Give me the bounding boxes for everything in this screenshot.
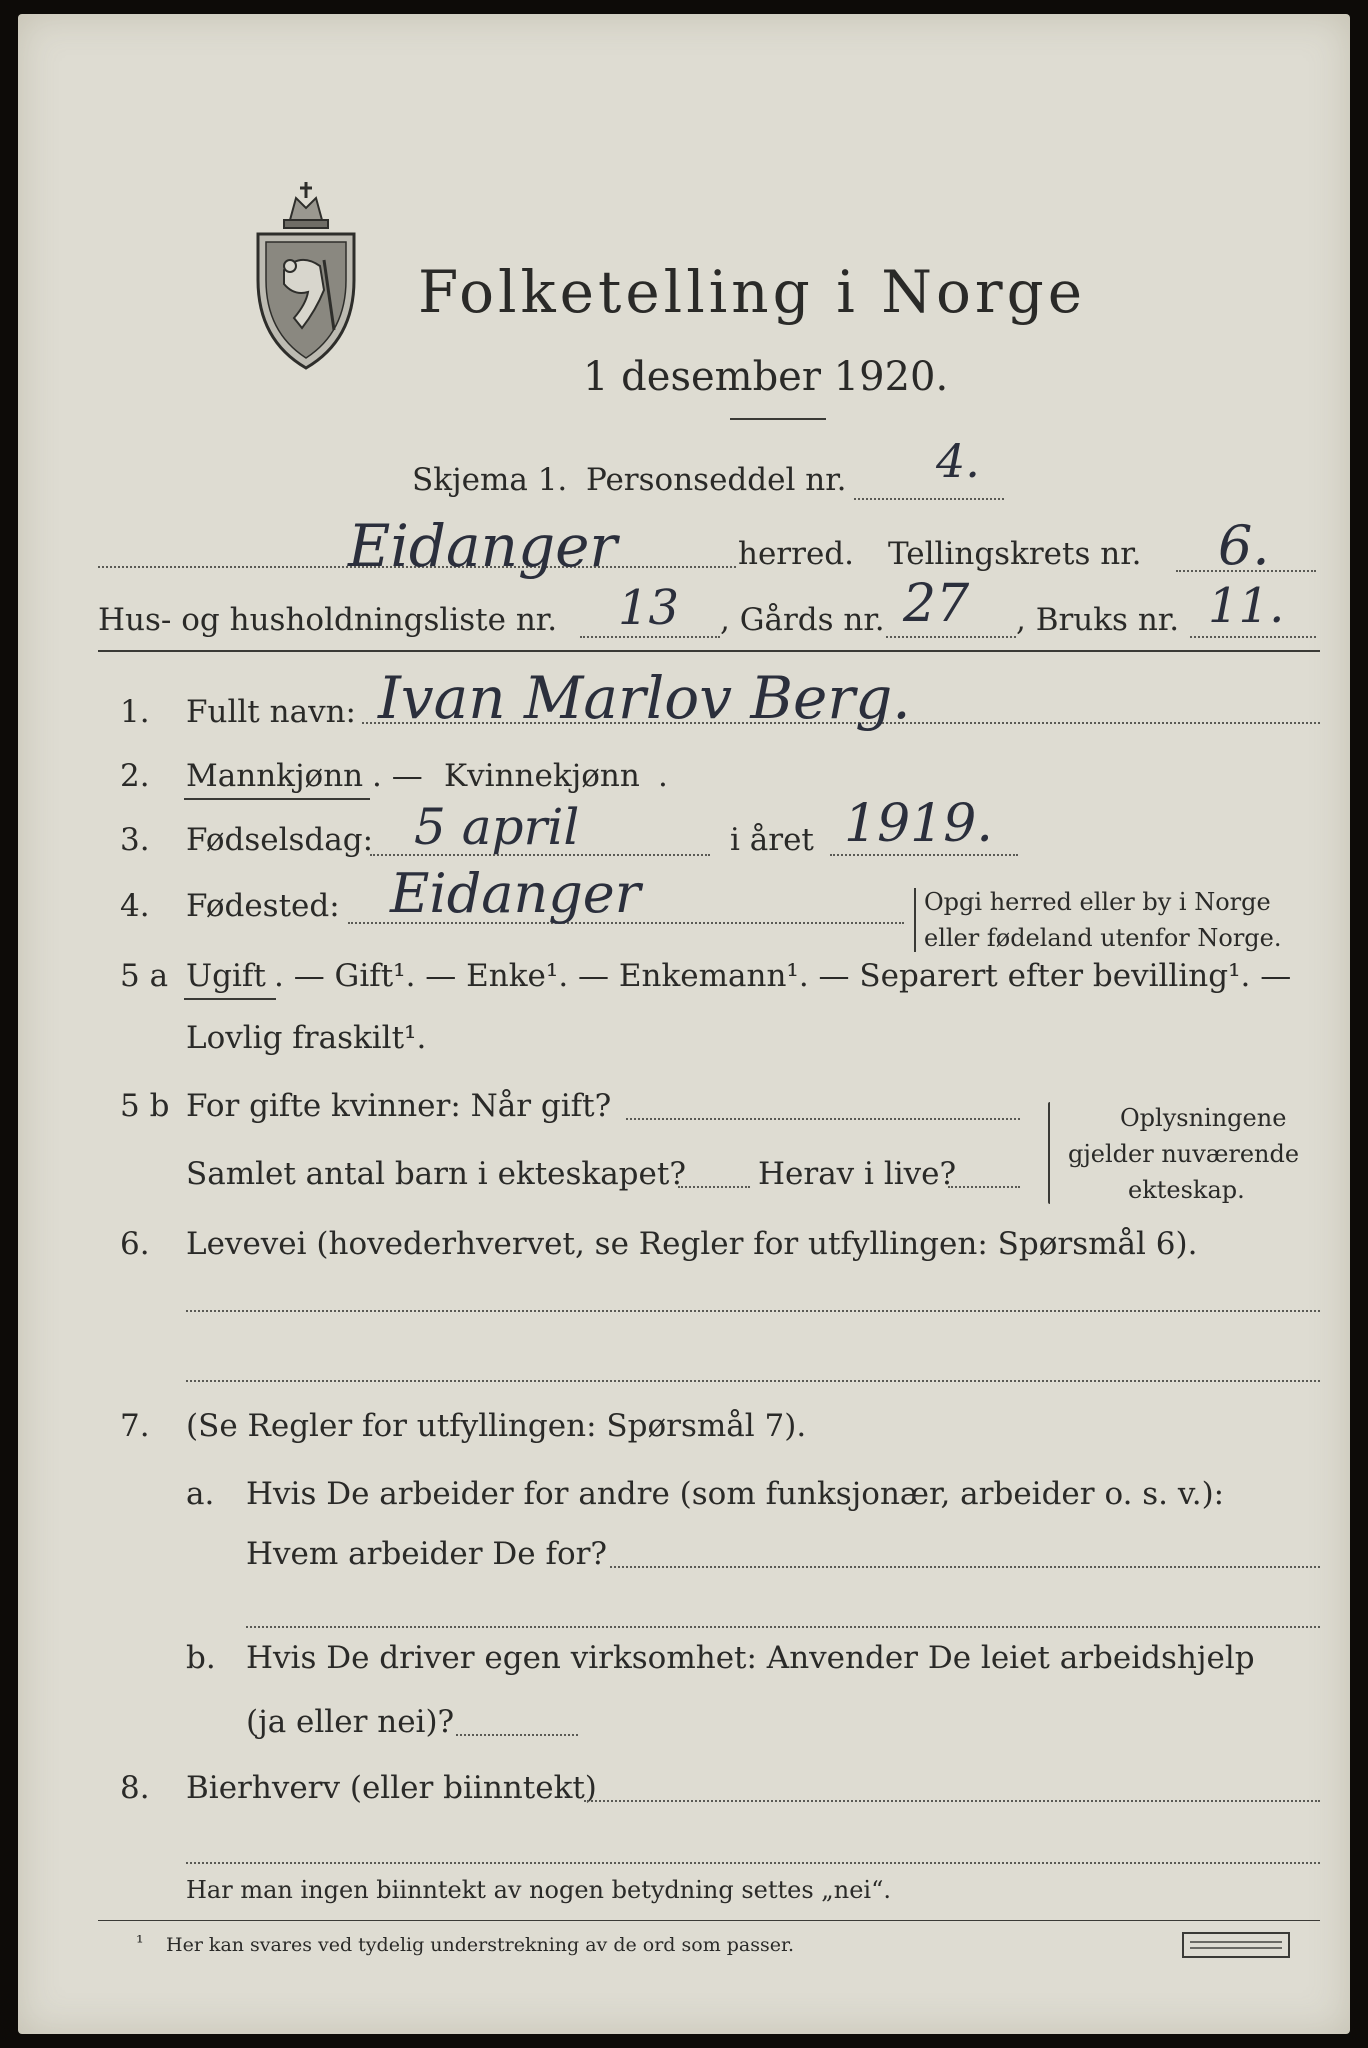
bruks-label: , Bruks nr.	[1016, 602, 1180, 638]
side-income-note: Har man ingen biinntekt av nogen betydning settes „nei“.	[186, 1876, 891, 1904]
personseddel-label: Personseddel nr.	[586, 462, 847, 498]
skjema-label: Skjema 1.	[412, 462, 568, 498]
birthplace-note-1: Opgi herred eller by i Norge	[924, 888, 1271, 916]
q7-label: (Se Regler for utfyllingen: Spørsmål 7).	[186, 1408, 807, 1444]
q4-number: 4.	[120, 888, 150, 924]
q7b-yes-no-label: (ja eller nei)?	[246, 1704, 455, 1740]
census-date: 1 desember 1920.	[583, 354, 949, 400]
q6-number: 6.	[120, 1226, 150, 1262]
side-income-label: Bierhverv (eller biinntekt)	[186, 1770, 597, 1806]
birthplace-note-2: eller fødeland utenfor Norge.	[924, 924, 1282, 952]
gards-label: , Gårds nr.	[720, 602, 885, 638]
census-form-page: Folketelling i Norge 1 desember 1920. Skjema 1. Personseddel nr. 4. Eidanger herred. Tellingskrets nr. 6. Hus- og husholdningsliste nr. 13 , Gårds nr. 27 , Bruks nr. 11. 1. Fullt navn: Ivan Marlov Berg. 2. Mannkjønn . — Kvinnekjønn . 3. Fødselsdag: 5 april i året 1919. 4. Fødested: Eidanger Opgi herred eller by i Norge eller fødeland utenfor Norge. 5 a Ugift . — Gift¹. — Enke¹. — Enkemann¹. — Separert efter bevilling¹. — Lovlig fraskilt¹. 5 b For gifte kvinner: Når gift? Samlet antal barn i ekteskapet? Herav i live? Oplysningene gjelder nuværende ekteskap. 6. Levevei (hovederhvervet, se Regler for utfyllingen: Spørsmål 6). 7. (Se Regler for utfyllingen: Spørsmål 7). a. Hvis De arbeider for andre (som funksjonær, arbeider o. s. v.): Hvem arbeider De for? b. Hvis De driver egen virksomhet: Anvender De leiet arbeidshjelp (ja eller nei)? 8. Bierhverv (eller biinntekt) Har man ingen biinntekt av nogen betydning settes „nei“. ¹ Her kan svares ved tydelig understrekning av de ord som passer.	[18, 14, 1350, 2034]
personseddel-value: 4.	[936, 434, 980, 488]
birth-year-value: 1919.	[844, 794, 993, 854]
status-unmarried: Ugift	[186, 958, 266, 994]
husliste-value: 13	[618, 580, 680, 636]
footnote-text: Her kan svares ved tydelig understrekning av de ord som passer.	[166, 1934, 795, 1956]
male-underline	[184, 798, 370, 800]
coat-of-arms-icon	[250, 180, 362, 370]
q8-number: 8.	[120, 1770, 150, 1806]
q7a-employer-label: Hvem arbeider De for?	[246, 1536, 608, 1572]
q3-label: Fødselsdag:	[186, 822, 374, 858]
birthplace-value: Eidanger	[390, 862, 641, 925]
printer-stamp-icon	[1182, 1932, 1290, 1958]
q7a-question: Hvis De arbeider for andre (som funksjonær, arbeider o. s. v.):	[246, 1476, 1225, 1512]
year-label: i året	[730, 822, 814, 858]
gards-value: 27	[903, 574, 970, 634]
marriage-note-3: ekteskap.	[1128, 1176, 1245, 1204]
page-title: Folketelling i Norge	[418, 258, 1087, 326]
q2-number: 2.	[120, 758, 150, 794]
occupation-line-1	[186, 1310, 1320, 1312]
q1-number: 1.	[120, 694, 150, 730]
birth-date-value: 5 april	[414, 798, 580, 856]
title-divider	[730, 418, 826, 420]
married-when-label: For gifte kvinner: Når gift?	[186, 1088, 612, 1124]
q7b-letter: b.	[186, 1640, 216, 1676]
tellingskrets-label: Tellingskrets nr.	[888, 536, 1142, 572]
gender-male: Mannkjønn	[186, 758, 364, 794]
status-divorced: Lovlig fraskilt¹.	[186, 1020, 427, 1056]
q3-number: 3.	[120, 822, 150, 858]
occupation-line-2	[186, 1380, 1320, 1382]
gender-separator: . —	[372, 758, 423, 794]
children-label: Samlet antal barn i ekteskapet?	[186, 1156, 686, 1192]
tellingskrets-value: 6.	[1218, 514, 1270, 577]
unmarried-underline	[184, 998, 276, 1000]
footnote-rule	[98, 1920, 1320, 1921]
marriage-note-1: Oplysningene	[1120, 1104, 1287, 1132]
occupation-label: Levevei (hovederhvervet, se Regler for utfyllingen: Spørsmål 6).	[186, 1226, 1198, 1262]
gender-female: Kvinnekjønn	[444, 758, 640, 794]
herred-label: herred.	[738, 536, 854, 572]
herred-value: Eidanger	[348, 512, 618, 580]
q1-label: Fullt navn:	[186, 694, 356, 730]
q7b-question: Hvis De driver egen virksomhet: Anvender De leiet arbeidshjelp	[246, 1640, 1255, 1676]
status-options: . — Gift¹. — Enke¹. — Enkemann¹. — Separert efter bevilling¹. —	[274, 958, 1292, 994]
q7-number: 7.	[120, 1408, 150, 1444]
full-name-value: Ivan Marlov Berg.	[378, 664, 911, 732]
marriage-note-2: gjelder nuværende	[1068, 1140, 1300, 1168]
footnote-mark: ¹	[136, 1932, 144, 1954]
header-rule	[98, 650, 1320, 652]
alive-label: Herav i live?	[758, 1156, 957, 1192]
q4-label: Fødested:	[186, 888, 340, 924]
husliste-label: Hus- og husholdningsliste nr.	[98, 602, 558, 638]
q7a-letter: a.	[186, 1476, 215, 1512]
q5a-number: 5 a	[120, 958, 169, 994]
bruks-value: 11.	[1208, 578, 1285, 634]
q5b-number: 5 b	[120, 1088, 170, 1124]
